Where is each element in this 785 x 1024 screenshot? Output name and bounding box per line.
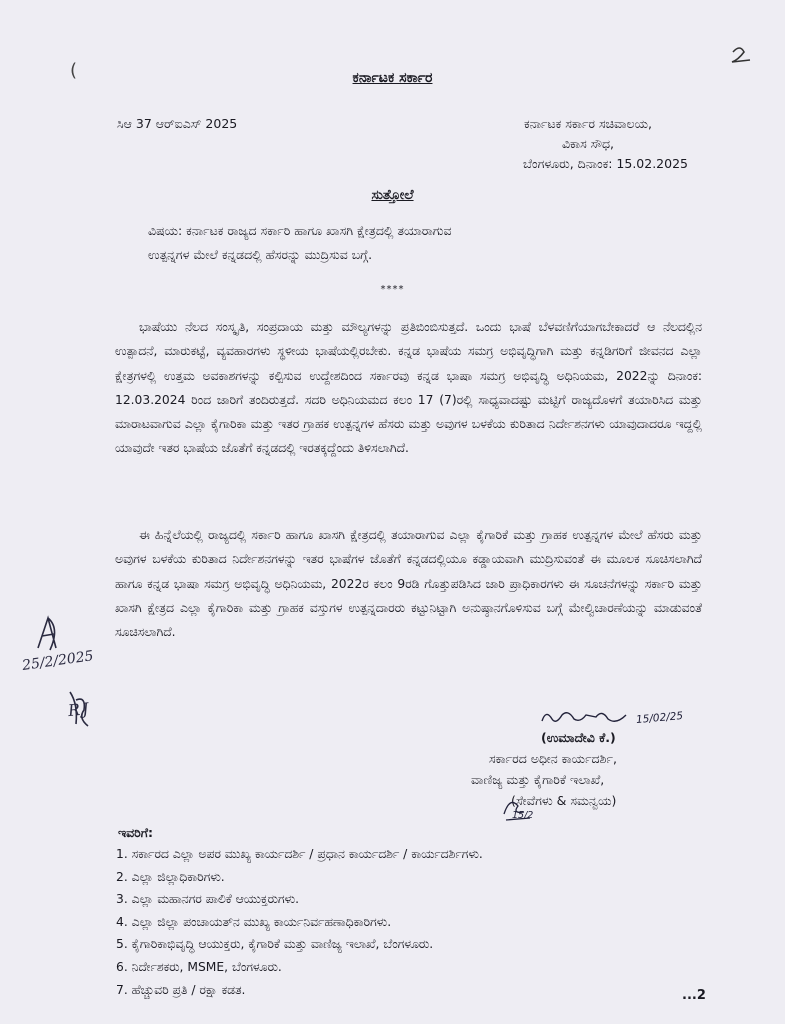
signatory-name: (ಉಮಾದೇವಿ ಕೆ.) [541, 730, 616, 745]
subject-line: ವಿಷಯ: ಕರ್ನಾಟಕ ರಾಜ್ಯದ ಸರ್ಕಾರಿ ಹಾಗೂ ಖಾಸಗಿ ಕ್ಷೇತ್ರದಲ್ಲಿ ತಯಾರಾಗುವ [148, 223, 452, 238]
signatory-designation: ಸರ್ಕಾರದ ಅಧೀನ ಕಾರ್ಯದರ್ಶಿ, [489, 751, 617, 766]
margin-date: 25/2/2025 [21, 648, 95, 674]
signature-date: 15/02/25 [635, 709, 684, 727]
reference-number: ಸಿಆ 37 ಆರ್‌ಐಎಸ್ 2025 [117, 116, 238, 131]
signatory-section: (ಸೇವೆಗಳು & ಸಮನ್ವಯ) [511, 793, 617, 808]
next-page-indicator: ...2 [682, 988, 706, 1003]
list-item: 6. ನಿರ್ದೇಶಕರು, MSME, ಬೆಂಗಳೂರು. [116, 959, 282, 974]
paragraph-text: ಭಾಷೆಯು ನೆಲದ ಸಂಸ್ಕೃತಿ, ಸಂಪ್ರದಾಯ ಮತ್ತು ಮೌಲ್ಯಗಳನ್ನು ಪ್ರತಿಬಿಂಬಿಸುತ್ತದೆ. ಒಂದು ಭಾಷೆ ಬೆಳವಣಿಗೆಯಾಗಬೇಕಾದರೆ ಆ ನೆಲದಲ್ಲಿನ ಉತ್ಪಾದನೆ, ಮಾರುಕಟ್ಟೆ, ವ್ಯವಹಾರಗಳು ಸ್ಥಳೀಯ ಭಾಷೆಯಲ್ಲಿರಬೇಕು. ಕನ್ನಡ ಭಾಷೆಯ ಸಮಗ್ರ ಅಭಿವೃದ್ಧಿಗಾಗಿ ಮತ್ತು ಕನ್ನಡಿಗರಿಗೆ ಜೀವನದ ಎಲ್ಲಾ ಕ್ಷೇತ್ರಗಳಲ್ಲಿ ಉತ್ತಮ ಅವಕಾಶಗಳನ್ನು ಕಲ್ಪಿಸುವ ಉದ್ದೇಶದಿಂದ ಸರ್ಕಾರವು ಕನ್ನಡ ಭಾಷಾ ಸಮಗ್ರ ಅಭಿವೃದ್ಧಿ ಅಧಿನಿಯಮ, 2022ನ್ನು ದಿನಾಂಕ: 12.03.2024 ರಿಂದ ಜಾರಿಗೆ ತಂದಿರುತ್ತದೆ. ಸದರಿ ಅಧಿನಿಯಮದ ಕಲಂ 17 (7)ರಲ್ಲಿ ಸಾಧ್ಯವಾದಷ್ಟು ಮಟ್ಟಿಗೆ ರಾಜ್ಯದೊಳಗೆ ತಯಾರಿಸಿದ ಮತ್ತು ಮಾರಾಟವಾಗುವ ಎಲ್ಲಾ ಕೈಗಾರಿಕಾ ಮತ್ತು ಇತರ ಗ್ರಾಹಕ ಉತ್ಪನ್ನಗಳ ಹೆಸರು ಮತ್ತು ಅವುಗಳ ಬಳಕೆಯ ಕುರಿತಾದ ನಿರ್ದೇಶನಗಳು ಯಾವುದಾದರೂ ಇದ್ದಲ್ಲಿ ಯಾವುದೇ ಇತರ ಭಾಷೆಯ ಜೊತೆಗೆ ಕನ್ನಡದಲ್ಲಿ ಇರತಕ್ಕದ್ದೆಂದು ತಿಳಿಸಲಾಗಿದೆ. [115, 320, 702, 456]
subject [148, 219, 668, 267]
list-item: 3. ಎಲ್ಲಾ ಮಹಾನಗರ ಪಾಲಿಕೆ ಆಯುಕ್ತರುಗಳು. [116, 892, 300, 907]
margin-initials: RJ [67, 698, 92, 721]
margin-mark: ( [70, 60, 78, 81]
government-title: ಕರ್ನಾಟಕ ಸರ್ಕಾರ [352, 70, 433, 86]
separator: **** [380, 284, 405, 295]
body-paragraph-2 [115, 523, 702, 644]
list-item: 7. ಹೆಚ್ಚುವರಿ ಪ್ರತಿ / ರಕ್ಷಾ ಕಡತ. [116, 982, 246, 997]
address-line: ಕರ್ನಾಟಕ ಸರ್ಕಾರ ಸಚಿವಾಲಯ, [524, 116, 652, 131]
body-paragraph-1 [115, 315, 702, 461]
margin-annotation-drawing [20, 608, 120, 748]
handwritten-page-number [728, 44, 758, 66]
office-address [478, 114, 698, 174]
address-line: ವಿಕಾಸ ಸೌಧ, [561, 136, 615, 151]
address-date-line: ಬೆಂಗಳೂರು, ದಿನಾಂಕ: 15.02.2025 [523, 156, 688, 171]
circular-title: ಸುತ್ತೋಲೆ [371, 187, 414, 203]
paragraph-text: ಈ ಹಿನ್ನೆಲೆಯಲ್ಲಿ ರಾಜ್ಯದಲ್ಲಿ ಸರ್ಕಾರಿ ಹಾಗೂ ಖಾಸಗಿ ಕ್ಷೇತ್ರದಲ್ಲಿ ತಯಾರಾಗುವ ಎಲ್ಲಾ ಕೈಗಾರಿಕೆ ಮತ್ತು ಗ್ರಾಹಕ ಉತ್ಪನ್ನಗಳ ಮೇಲೆ ಹೆಸರು ಮತ್ತು ಅವುಗಳ ಬಳಕೆಯ ಕುರಿತಾದ ನಿರ್ದೇಶನಗಳನ್ನು ಇತರ ಭಾಷೆಗಳ ಜೊತೆಗೆ ಕನ್ನಡದಲ್ಲಿಯೂ ಕಡ್ಡಾಯವಾಗಿ ಮುದ್ರಿಸುವಂತೆ ಈ ಮೂಲಕ ಸೂಚಿಸಲಾಗಿದೆ ಹಾಗೂ ಕನ್ನಡ ಭಾಷಾ ಸಮಗ್ರ ಅಭಿವೃದ್ಧಿ ಅಧಿನಿಯಮ, 2022ರ ಕಲಂ 9ರಡಿ ಗೊತ್ತುಪಡಿಸಿದ ಜಾರಿ ಪ್ರಾಧಿಕಾರಗಳು ಈ ಸೂಚನೆಗಳನ್ನು ಸರ್ಕಾರಿ ಮತ್ತು ಖಾಸಗಿ ಕ್ಷೇತ್ರದ ಎಲ್ಲಾ ಕೈಗಾರಿಕಾ ಮತ್ತು ಗ್ರಾಹಕ ವಸ್ತುಗಳ ಉತ್ಪನ್ನದಾರರು ಕಟ್ಟುನಿಟ್ಟಾಗಿ ಅನುಷ್ಠಾನಗೊಳಿಸುವ ಬಗ್ಗೆ ಮೇಲ್ವಿಚಾರಣೆಯನ್ನು ಮಾಡುವಂತೆ ಸೂಚಿಸಲಾಗಿದೆ. [115, 528, 702, 640]
subject-line: ಉತ್ಪನ್ನಗಳ ಮೇಲೆ ಕನ್ನಡದಲ್ಲಿ ಹೆಸರನ್ನು ಮುದ್ರಿಸುವ ಬಗ್ಗೆ. [148, 247, 373, 262]
copies-heading: ಇವರಿಗೆ: [118, 825, 154, 840]
list-item: 2. ಎಲ್ಲಾ ಜಿಲ್ಲಾಧಿಕಾರಿಗಳು. [116, 869, 225, 884]
initial-stamp-date: 15/2 [512, 810, 534, 821]
list-item: 4. ಎಲ್ಲಾ ಜಿಲ್ಲಾ ಪಂಚಾಯತ್‌ನ ಮುಖ್ಯ ಕಾರ್ಯನಿರ್ವಹಣಾಧಿಕಾರಿಗಳು. [116, 914, 392, 929]
signatory-department: ವಾಣಿಜ್ಯ ಮತ್ತು ಕೈಗಾರಿಕೆ ಇಲಾಖೆ, [471, 772, 605, 787]
list-item: 1. ಸರ್ಕಾರದ ಎಲ್ಲಾ ಅಪರ ಮುಖ್ಯ ಕಾರ್ಯದರ್ಶಿ / ಪ್ರಧಾನ ಕಾರ್ಯದರ್ಶಿ / ಕಾರ್ಯದರ್ಶಿಗಳು. [116, 847, 483, 861]
copies-list [116, 843, 716, 1001]
list-item: 5. ಕೈಗಾರಿಕಾಭಿವೃದ್ಧಿ ಆಯುಕ್ತರು, ಕೈಗಾರಿಕೆ ಮತ್ತು ವಾಣಿಜ್ಯ ಇಲಾಖೆ, ಬೆಂಗಳೂರು. [116, 937, 434, 952]
